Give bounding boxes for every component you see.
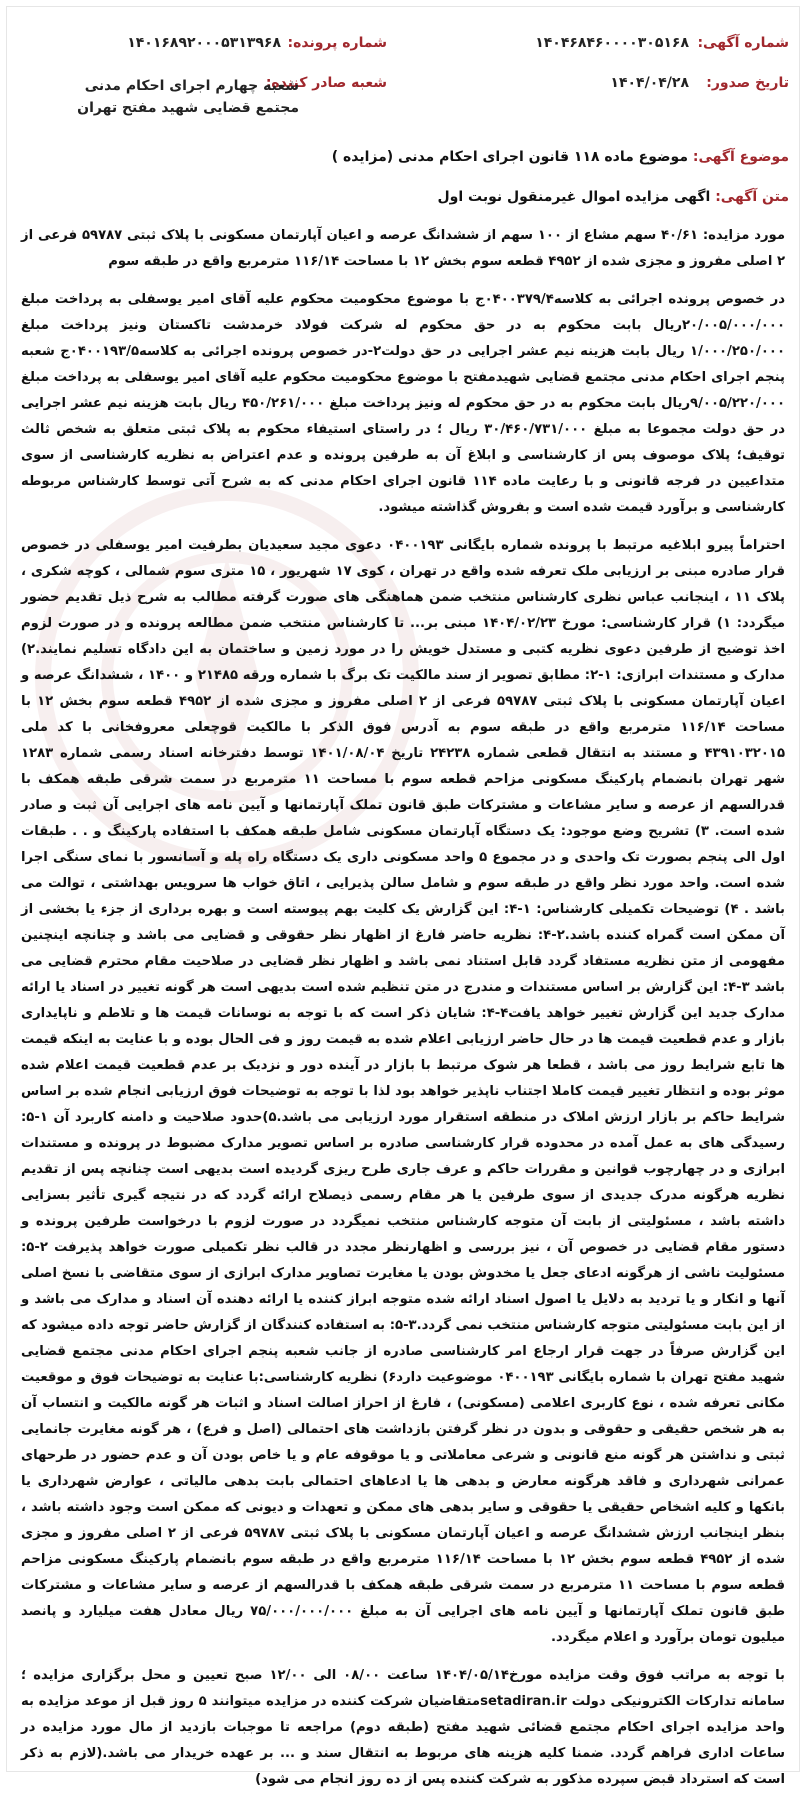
ad-text-value: اگهی مزایده اموال غیرمنقول نوبت اول	[437, 189, 711, 205]
issue-date: ۱۴۰۴/۰۴/۲۸	[610, 75, 689, 91]
auction-item-paragraph: مورد مزایده: ۴۰/۶۱ سهم مشاع از ۱۰۰ سهم از ششدانگ عرصه و اعیان آپارتمان مسکونی با پلاک ثبتی ۵۹۷۸۷ فرعی از ۲ اصلی مفروز و مجزی شده از ۴۹۵۲ قطعه سوم بخش ۱۲ با مساحت ۱۱۶/۱۴ مترمربع واقع در طبقه سوم	[21, 228, 785, 269]
expert-report-paragraph: احتراماً پیرو ابلاغیه مرتبط با پرونده شماره بایگانی ۰۴۰۰۱۹۳ دعوی مجید سعیدیان بطرفیت امیر یوسفلی در خصوص قرار صادره مبنی بر ارزیابی ملک تعرفه شده واقع در تهران ، کوی ۱۷ شهریور ، ۱۵ متری سوم شمالی ، کوچه شکری ، پلاک ۱۱ ، اینجانب عباس نظری کارشناس منتخب ضمن هماهنگی های صورت گرفته مطالب به شرح ذیل تقدیم حضور میگردد: ۱) قرار کارشناسی: مورخ ۱۴۰۴/۰۲/۲۳ مبنی بر... تا کارشناس منتخب ضمن مطالعه پرونده و در صورت لزوم اخذ توضیح از طرفین دعوی نظریه کتبی و مستدل خویش را در مورد زمین و ساختمان به این دادگاه تسلیم نمایند.۲) مدارک و مستندات ابرازی: ۱-۲: مطابق تصویر از سند مالکیت تک برگ با شماره ورقه ۲۱۴۸۵ و ۱۴۰۰ ، ششدانگ عرصه و اعیان آپارتمان مسکونی با پلاک ثبتی ۵۹۷۸۷ فرعی از ۲ اصلی مفروز و مجزی شده از ۴۹۵۲ قطعه سوم بخش ۱۲ با مساحت ۱۱۶/۱۴ مترمربع واقع در طبقه سوم به آدرس فوق الذکر با مالکیت قوچعلی معروفخانی با کد ملی ۴۳۹۱۰۳۲۰۱۵ و مستند به انتقال قطعی شماره ۲۴۲۳۸ تاریخ ۱۴۰۱/۰۸/۰۴ توسط دفترخانه اسناد رسمی شماره ۱۲۸۳ شهر تهران بانضمام پارکینگ مسکونی مزاحم قطعه سوم با مساحت ۱۱ مترمربع در سمت شرقی طبقه همکف با قدرالسهم از عرصه و سایر مشاعات و مشترکات طبق قانون تملک آپارتمانها و آیین نامه های اجرایی آن ثبت و صادر شده است. ۳) تشریح وضع موجود: یک دستگاه آپارتمان مسکونی شامل طبقه همکف با استفاده پارکینگ و . . طبقات اول الی پنجم بصورت تک واحدی و در مجموع ۵ واحد مسکونی داری یک دستگاه راه پله و آسانسور با نمای سنگی اجرا شده است. واحد مورد نظر واقع در طبقه سوم و شامل سالن پذیرایی ، اتاق خواب ها سرویس بهداشتی ، توالت می باشد . ۴) توضیحات تکمیلی کارشناس: ۱-۴: این گزارش یک کلیت بهم پیوسته است و بهره برداری از جزء یا بخشی از آن ممکن است گمراه کننده باشد.۲-۴: نظریه حاضر فارغ از اظهار نظر حقوقی و قضایی می باشد و چنانچه اینچنین مفهومی از متن نظریه مستفاد گردد قابل استناد نمی باشد و اظهار نظر قضایی در صلاحیت مقام محترم قضایی می باشد ۳-۴: این گزارش بر اساس مستندات و مندرج در متن تنظیم شده است بدیهی است هر گونه تغییر در اسناد یا ارائه مدارک جدید این گزارش تغییر خواهد یافت۴-۴: شایان ذکر است که با توجه به نوسانات قیمت ها و تلاطم و ناپایداری بازار و عدم قطعیت قیمت ها در حال حاضر ارزیابی اعلام شده به قیمت روز و فی الحال بوده و با عنایت به اینکه قیمت ها تابع شرایط روز می باشد ، قطعا هر شوک مرتبط با بازار در آینده دور و نزدیک بر عدم قطعیت قیمت اعلام شده موثر بوده و انتظار تغییر قیمت کاملا اجتناب ناپذیر خواهد بود لذا با توجه به توضیحات فوق ارزیابی انجام شده بر اساس شرایط حاکم بر بازار ارزش املاک در منطقه استقرار مورد ارزیابی می باشد.۵)حدود صلاحیت و دامنه کاربرد آن ۱-۵: رسیدگی های به عمل آمده در محدوده قرار کارشناسی صادره بر اساس تصویر مدارک مضبوط در پرونده و مستندات ابرازی و در چهارچوب قوانین و مقررات حاکم و عرف جاری طرح ریزی گردیده است بدیهی است چنانچه پس از تقدیم نظریه هرگونه مدرک جدیدی از سوی طرفین یا هر مقام رسمی ذیصلاح ارائه گردد که در نتیجه گیری تأثیر بسزایی داشته باشد ، مسئولیتی از بابت آن متوجه کارشناس منتخب نمیگردد در صورت لزوم با درخواست طرفین پرونده و دستور مقام قضایی در خصوص آن ، نیز بررسی و اظهارنظر مجدد در قالب نظر تکمیلی صورت خواهد پذیرفت ۲-۵: مسئولیت ناشی از هرگونه ادعای جعل یا مخدوش بودن یا مغایرت تصاویر مدارک ابرازی از سوی متقاضی با نسخ اصلی آنها و انکار و یا تردید به دلایل یا اصول اسناد ارائه شده متوجه ابراز کننده یا ارائه دهنده آن اسناد و مدارک می باشد و از این بابت مسئولیتی متوجه کارشناس منتخب نمی گردد.۳-۵: به استفاده کنندگان از گزارش حاضر توجه داده میشود که این گزارش صرفاً در جهت قرار ارجاع امر کارشناسی صادره از جانب شعبه پنجم اجرای احکام مدنی مجتمع قضایی شهید مفتح تهران با شماره بایگانی ۰۴۰۰۱۹۳ موضوعیت دارد۶) نظریه کارشناسی:با عنایت به توضیحات فوق و موقعیت مکانی تعرفه شده ، نوع کاربری اعلامی (مسکونی) ، فارغ از احراز اصالت اسناد و اثبات هر گونه مالکیت و انتساب آن به هر شخص حقیقی و حقوقی و بدون در نظر گرفتن بازداشت های احتمالی (اصل و فرع) ، هر گونه مغایرت جانمایی ثبتی و نداشتن هر گونه منع قانونی و شرعی معاملاتی و یا موقوفه عام و یا خاص بودن آن و عدم حضور در طرحهای عمرانی شهرداری و فاقد هرگونه معارض و بدهی ها یا ادعاهای احتمالی بابت بدهی مالیاتی ، عوارض شهرداری یا بانکها و کلیه اشخاص حقیقی یا حقوقی و سایر بدهی های ممکن و تعهدات و دیونی که ممکن است وجود داشته باشد ، بنظر اینجانب ارزش ششدانگ عرصه و اعیان آپارتمان مسکونی با پلاک ثبتی ۵۹۷۸۷ فرعی از ۲ اصلی مفروز و مجزی شده از ۴۹۵۲ قطعه سوم بخش ۱۲ با مساحت ۱۱۶/۱۴ مترمربع واقع در طبقه سوم بانضمام پارکینگ مسکونی مزاحم قطعه سوم با مساحت ۱۱ مترمربع در سمت شرقی طبقه همکف با قدرالسهم از عرصه و سایر مشاعات و مشترکات طبق قانون تملک آپارتمانها و آیین نامه های اجرایی آن به مبلغ ۷۵/۰۰۰/۰۰۰/۰۰۰ ریال معادل هفت میلیارد و پانصد میلیون تومان برآورد و اعلام میگردد.	[21, 538, 786, 1645]
case-details-paragraph: در خصوص پرونده اجرائی به کلاسه۰۴۰۰۳۷۹/۴ج با موضوع محکومیت محکوم علیه آقای امیر یوسفلی به پرداخت مبلغ ۲۰/۰۰۵/۰۰۰/۰۰۰ریال بابت محکوم به در حق محکوم له شرکت فولاد خرمدشت تاکستان ونیز پرداخت مبلغ ۱/۰۰۰/۲۵۰/۰۰۰ ریال بابت هزینه نیم عشر اجرایی در حق دولت۲-در خصوص پرونده اجرائی به کلاسه۰۴۰۰۱۹۳/۵ج شعبه پنجم اجرای احکام مدنی مجتمع قضایی شهیدمفتح با موضوع محکومیت محکوم علیه آقای امیر یوسفلی به پرداخت مبلغ ۹/۰۰۵/۲۲۰/۰۰۰ریال بابت محکوم به در حق محکوم له ونیز پرداخت مبلغ ۴۵۰/۲۶۱/۰۰۰ ریال بابت هزینه نیم عشر اجرایی در حق دولت مجموعا به مبلغ ۳۰/۴۶۰/۷۳۱/۰۰۰ ریال ؛ در راستای استیفاء محکوم به پلاک ثبتی متعلق به شخص ثالث توقیف؛ پلاک موصوف پس از کارشناسی و ابلاغ آن به طرفین پرونده و عدم اعتراض به نظریه کارشناسی از سوی متداعیین در فرجه قانونی و با رعایت ماده ۱۱۴ قانون اجرای احکام مدنی که به شرح آتی توسط کارشناس مربوطه کارشناسی و برآورد قیمت شده است و بفروش گذاشته میشود.	[21, 292, 785, 515]
auction-schedule-paragraph: با توجه به مراتب فوق وقت مزایده مورخ۱۴۰۴/۰۵/۱۴ ساعت ۰۸/۰۰ الی ۱۲/۰۰ صبح تعیین و محل برگزاری مزایده ؛سامانه تدارکات الکترونیکی دولت setadiran.irمتقاضیان شرکت کننده در مزایده میتوانند ۵ روز قبل از موعد مزایده به واحد مزایده اجرای احکام مجتمع قضائی شهید مفتح (طبقه دوم) مراجعه تا موجبات بازدید از مال مورد مزایده در ساعات اداری فراهم گردد. ضمنا کلیه هزینه های مربوط به انتقال سند و ... بر عهده خریدار می باشد.(لازم به ذکر است که استرداد قبض سپرده مذکور به شرکت کننده پس از ده روز انجام می شود)	[21, 1668, 785, 1787]
subject-label: موضوع آگهی:	[692, 149, 789, 165]
notice-sheet	[6, 6, 800, 1787]
notice-subject	[17, 149, 789, 165]
issuer-label: شعبه صادر کننده:	[265, 75, 387, 91]
notice-text-title	[17, 189, 789, 205]
issue-date-label: تاریخ صدور:	[706, 75, 789, 91]
notice-header	[17, 35, 789, 145]
ad-number-label: شماره آگهی:	[697, 35, 789, 51]
header-row-1	[17, 35, 789, 65]
header-row-2	[17, 75, 789, 116]
ad-text-label: متن آگهی:	[715, 189, 789, 205]
notice-body	[21, 223, 785, 1805]
ad-number: ۱۴۰۴۶۸۴۶۰۰۰۰۳۰۵۱۶۸	[535, 35, 689, 51]
case-number-label: شماره پرونده:	[287, 35, 387, 51]
case-number: ۱۴۰۱۶۸۹۲۰۰۰۵۳۱۳۹۶۸	[127, 35, 281, 51]
subject-value: موضوع ماده ۱۱۸ قانون اجرای احکام مدنی (مزایده )	[331, 149, 688, 165]
issuer: شعبه چهارم اجرای احکام مدنی مجتمع قضایی شهید مفتح تهران	[77, 78, 299, 116]
